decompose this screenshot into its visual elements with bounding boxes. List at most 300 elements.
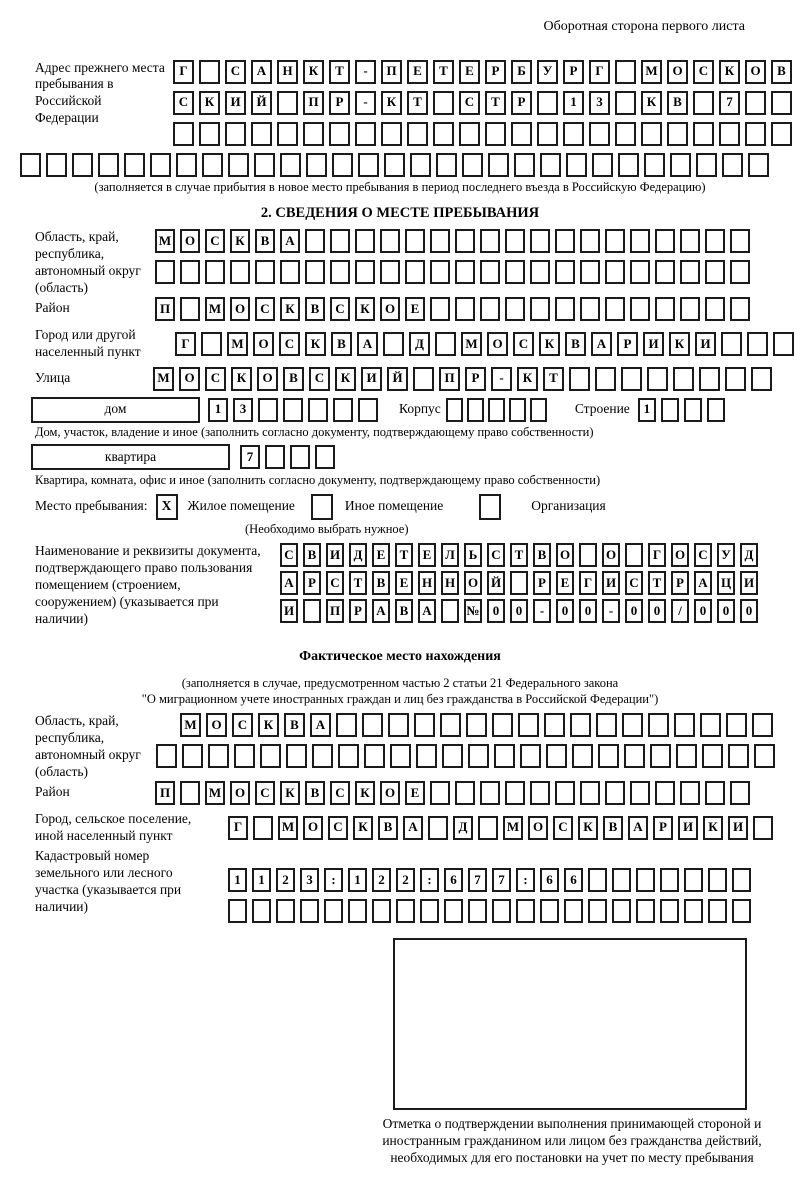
char-cell[interactable]: Т — [407, 91, 428, 115]
char-cell[interactable] — [405, 229, 425, 253]
char-cell[interactable] — [156, 744, 177, 768]
char-cell[interactable] — [579, 543, 597, 567]
char-cell[interactable]: Ц — [717, 571, 735, 595]
char-cell[interactable] — [199, 122, 220, 146]
char-cell[interactable] — [630, 297, 650, 321]
char-cell[interactable] — [459, 122, 480, 146]
char-cell[interactable] — [420, 899, 439, 923]
char-cell[interactable] — [468, 744, 489, 768]
char-cell[interactable] — [276, 899, 295, 923]
char-cell[interactable] — [546, 744, 567, 768]
char-cell[interactable] — [530, 260, 550, 284]
char-cell[interactable] — [180, 260, 200, 284]
char-cell[interactable]: 2 — [276, 868, 295, 892]
char-cell[interactable] — [390, 744, 411, 768]
char-cell[interactable] — [684, 868, 703, 892]
char-cell[interactable]: 0 — [625, 599, 643, 623]
char-cell[interactable] — [630, 260, 650, 284]
char-cell[interactable] — [485, 122, 506, 146]
char-cell[interactable]: И — [602, 571, 620, 595]
char-cell[interactable]: К — [303, 60, 324, 84]
char-cell[interactable] — [730, 260, 750, 284]
char-cell[interactable] — [707, 398, 725, 422]
char-cell[interactable] — [435, 332, 456, 356]
char-cell[interactable]: В — [284, 713, 305, 737]
char-cell[interactable] — [693, 91, 714, 115]
kvartira-box[interactable]: квартира — [31, 444, 230, 470]
char-cell[interactable]: Г — [648, 543, 666, 567]
char-cell[interactable]: Т — [349, 571, 367, 595]
char-cell[interactable] — [693, 122, 714, 146]
char-cell[interactable] — [670, 153, 691, 177]
prev-address-row-2[interactable] — [173, 91, 797, 115]
char-cell[interactable]: 0 — [510, 599, 528, 623]
char-cell[interactable] — [605, 781, 625, 805]
char-cell[interactable]: К — [669, 332, 690, 356]
char-cell[interactable] — [598, 744, 619, 768]
char-cell[interactable] — [555, 229, 575, 253]
char-cell[interactable]: О — [380, 781, 400, 805]
char-cell[interactable] — [680, 297, 700, 321]
char-cell[interactable]: Ь — [464, 543, 482, 567]
char-cell[interactable]: К — [230, 229, 250, 253]
char-cell[interactable]: К — [578, 816, 598, 840]
char-cell[interactable] — [673, 367, 694, 391]
char-cell[interactable] — [303, 599, 321, 623]
char-cell[interactable]: М — [153, 367, 174, 391]
char-cell[interactable] — [530, 229, 550, 253]
char-cell[interactable] — [732, 899, 751, 923]
char-cell[interactable]: П — [326, 599, 344, 623]
char-cell[interactable]: 0 — [487, 599, 505, 623]
char-cell[interactable] — [430, 297, 450, 321]
char-cell[interactable]: О — [667, 60, 688, 84]
char-cell[interactable]: М — [227, 332, 248, 356]
kadastr-row-1[interactable] — [228, 868, 756, 892]
char-cell[interactable]: 2 — [396, 868, 415, 892]
char-cell[interactable]: Т — [433, 60, 454, 84]
char-cell[interactable]: 3 — [233, 398, 253, 422]
char-cell[interactable] — [358, 153, 379, 177]
char-cell[interactable]: С — [225, 60, 246, 84]
char-cell[interactable] — [748, 153, 769, 177]
char-cell[interactable] — [155, 260, 175, 284]
char-cell[interactable]: Д — [409, 332, 430, 356]
char-cell[interactable] — [488, 398, 505, 422]
char-cell[interactable] — [225, 122, 246, 146]
char-cell[interactable] — [641, 122, 662, 146]
char-cell[interactable]: : — [516, 868, 535, 892]
char-cell[interactable]: С — [487, 543, 505, 567]
char-cell[interactable]: В — [771, 60, 792, 84]
char-cell[interactable]: К — [539, 332, 560, 356]
char-cell[interactable]: 6 — [540, 868, 559, 892]
char-cell[interactable] — [555, 297, 575, 321]
char-cell[interactable] — [468, 899, 487, 923]
char-cell[interactable]: 0 — [717, 599, 735, 623]
char-cell[interactable] — [605, 297, 625, 321]
char-cell[interactable] — [306, 153, 327, 177]
char-cell[interactable] — [505, 297, 525, 321]
char-cell[interactable]: А — [310, 713, 331, 737]
char-cell[interactable] — [630, 229, 650, 253]
char-cell[interactable] — [563, 122, 584, 146]
stay-ulitsa-row[interactable] — [153, 367, 777, 391]
char-cell[interactable]: Р — [465, 367, 486, 391]
char-cell[interactable] — [446, 398, 463, 422]
char-cell[interactable]: / — [671, 599, 689, 623]
char-cell[interactable]: Б — [511, 60, 532, 84]
char-cell[interactable] — [702, 744, 723, 768]
char-cell[interactable]: И — [643, 332, 664, 356]
stroenie-cells[interactable] — [638, 398, 730, 422]
char-cell[interactable] — [520, 744, 541, 768]
char-cell[interactable] — [596, 713, 617, 737]
char-cell[interactable] — [480, 781, 500, 805]
char-cell[interactable] — [510, 571, 528, 595]
char-cell[interactable] — [516, 899, 535, 923]
char-cell[interactable] — [355, 229, 375, 253]
char-cell[interactable]: Р — [485, 60, 506, 84]
char-cell[interactable] — [234, 744, 255, 768]
char-cell[interactable] — [440, 713, 461, 737]
char-cell[interactable]: И — [361, 367, 382, 391]
char-cell[interactable] — [355, 122, 376, 146]
char-cell[interactable] — [680, 781, 700, 805]
char-cell[interactable] — [332, 153, 353, 177]
char-cell[interactable]: А — [628, 816, 648, 840]
char-cell[interactable] — [462, 153, 483, 177]
char-cell[interactable] — [773, 332, 794, 356]
char-cell[interactable]: Р — [617, 332, 638, 356]
char-cell[interactable] — [621, 367, 642, 391]
char-cell[interactable]: О — [464, 571, 482, 595]
char-cell[interactable]: Р — [329, 91, 350, 115]
char-cell[interactable]: О — [180, 229, 200, 253]
char-cell[interactable] — [708, 868, 727, 892]
char-cell[interactable]: К — [305, 332, 326, 356]
char-cell[interactable] — [324, 899, 343, 923]
stay-oblast-row-1[interactable] — [155, 229, 755, 253]
char-cell[interactable] — [592, 153, 613, 177]
char-cell[interactable] — [580, 229, 600, 253]
char-cell[interactable]: У — [717, 543, 735, 567]
char-cell[interactable] — [730, 229, 750, 253]
actual-raion-row[interactable] — [155, 781, 755, 805]
char-cell[interactable]: Д — [349, 543, 367, 567]
kvartira-cells[interactable] — [240, 445, 340, 469]
zhiloe-checkbox[interactable]: X — [156, 494, 178, 520]
char-cell[interactable] — [655, 297, 675, 321]
char-cell[interactable] — [537, 91, 558, 115]
char-cell[interactable]: И — [728, 816, 748, 840]
char-cell[interactable]: М — [503, 816, 523, 840]
char-cell[interactable]: Р — [511, 91, 532, 115]
char-cell[interactable]: К — [280, 781, 300, 805]
char-cell[interactable]: Т — [329, 60, 350, 84]
char-cell[interactable]: С — [330, 297, 350, 321]
char-cell[interactable]: Т — [648, 571, 666, 595]
char-cell[interactable]: М — [205, 297, 225, 321]
char-cell[interactable]: Р — [563, 60, 584, 84]
char-cell[interactable] — [442, 744, 463, 768]
actual-gorod-row[interactable] — [228, 816, 778, 840]
char-cell[interactable] — [150, 153, 171, 177]
char-cell[interactable] — [180, 781, 200, 805]
char-cell[interactable] — [333, 398, 353, 422]
char-cell[interactable] — [72, 153, 93, 177]
char-cell[interactable]: С — [328, 816, 348, 840]
char-cell[interactable] — [251, 122, 272, 146]
char-cell[interactable]: 7 — [719, 91, 740, 115]
char-cell[interactable]: О — [487, 332, 508, 356]
char-cell[interactable]: А — [403, 816, 423, 840]
char-cell[interactable]: В — [305, 297, 325, 321]
char-cell[interactable] — [705, 781, 725, 805]
char-cell[interactable] — [205, 260, 225, 284]
char-cell[interactable] — [722, 153, 743, 177]
stay-gorod-row[interactable] — [175, 332, 799, 356]
char-cell[interactable] — [684, 899, 703, 923]
char-cell[interactable] — [312, 744, 333, 768]
char-cell[interactable]: В — [303, 543, 321, 567]
char-cell[interactable]: О — [671, 543, 689, 567]
char-cell[interactable]: В — [533, 543, 551, 567]
char-cell[interactable]: Е — [395, 571, 413, 595]
char-cell[interactable] — [478, 816, 498, 840]
char-cell[interactable] — [705, 297, 725, 321]
char-cell[interactable] — [580, 297, 600, 321]
char-cell[interactable] — [202, 153, 223, 177]
char-cell[interactable] — [20, 153, 41, 177]
char-cell[interactable] — [286, 744, 307, 768]
char-cell[interactable]: : — [420, 868, 439, 892]
char-cell[interactable]: В — [395, 599, 413, 623]
char-cell[interactable] — [336, 713, 357, 737]
char-cell[interactable] — [330, 229, 350, 253]
char-cell[interactable] — [430, 260, 450, 284]
char-cell[interactable]: О — [230, 781, 250, 805]
char-cell[interactable] — [700, 713, 721, 737]
char-cell[interactable] — [730, 781, 750, 805]
char-cell[interactable]: О — [230, 297, 250, 321]
char-cell[interactable] — [708, 899, 727, 923]
char-cell[interactable]: С — [205, 229, 225, 253]
char-cell[interactable]: У — [537, 60, 558, 84]
char-cell[interactable]: С — [513, 332, 534, 356]
char-cell[interactable]: М — [155, 229, 175, 253]
char-cell[interactable] — [699, 367, 720, 391]
char-cell[interactable]: П — [155, 781, 175, 805]
char-cell[interactable] — [569, 367, 590, 391]
char-cell[interactable]: Н — [277, 60, 298, 84]
char-cell[interactable]: С — [173, 91, 194, 115]
char-cell[interactable]: - — [533, 599, 551, 623]
char-cell[interactable] — [589, 122, 610, 146]
korpus-cells[interactable] — [446, 398, 551, 422]
char-cell[interactable] — [280, 153, 301, 177]
char-cell[interactable]: С — [232, 713, 253, 737]
char-cell[interactable] — [622, 713, 643, 737]
char-cell[interactable] — [258, 398, 278, 422]
char-cell[interactable]: Й — [251, 91, 272, 115]
char-cell[interactable]: О — [179, 367, 200, 391]
char-cell[interactable] — [199, 60, 220, 84]
char-cell[interactable] — [509, 398, 526, 422]
char-cell[interactable] — [308, 398, 328, 422]
char-cell[interactable]: В — [255, 229, 275, 253]
char-cell[interactable] — [655, 781, 675, 805]
char-cell[interactable]: М — [641, 60, 662, 84]
char-cell[interactable]: 0 — [648, 599, 666, 623]
char-cell[interactable] — [208, 744, 229, 768]
char-cell[interactable]: Н — [418, 571, 436, 595]
char-cell[interactable] — [555, 260, 575, 284]
char-cell[interactable] — [380, 260, 400, 284]
char-cell[interactable] — [624, 744, 645, 768]
char-cell[interactable] — [381, 122, 402, 146]
char-cell[interactable] — [751, 367, 772, 391]
char-cell[interactable]: К — [355, 297, 375, 321]
char-cell[interactable]: О — [253, 332, 274, 356]
char-cell[interactable] — [615, 60, 636, 84]
char-cell[interactable] — [260, 744, 281, 768]
char-cell[interactable]: И — [678, 816, 698, 840]
char-cell[interactable]: С — [553, 816, 573, 840]
char-cell[interactable]: С — [693, 60, 714, 84]
char-cell[interactable] — [674, 713, 695, 737]
char-cell[interactable] — [410, 153, 431, 177]
char-cell[interactable] — [752, 713, 773, 737]
char-cell[interactable] — [518, 713, 539, 737]
char-cell[interactable] — [530, 297, 550, 321]
char-cell[interactable]: : — [324, 868, 343, 892]
char-cell[interactable] — [650, 744, 671, 768]
char-cell[interactable]: П — [303, 91, 324, 115]
char-cell[interactable] — [732, 868, 751, 892]
char-cell[interactable] — [315, 445, 335, 469]
char-cell[interactable]: П — [439, 367, 460, 391]
char-cell[interactable] — [647, 367, 668, 391]
char-cell[interactable] — [667, 122, 688, 146]
char-cell[interactable] — [255, 260, 275, 284]
char-cell[interactable] — [655, 260, 675, 284]
char-cell[interactable]: Й — [487, 571, 505, 595]
char-cell[interactable] — [753, 816, 773, 840]
char-cell[interactable]: Е — [372, 543, 390, 567]
char-cell[interactable]: Г — [175, 332, 196, 356]
char-cell[interactable]: К — [231, 367, 252, 391]
char-cell[interactable] — [405, 260, 425, 284]
char-cell[interactable]: В — [283, 367, 304, 391]
char-cell[interactable] — [605, 260, 625, 284]
char-cell[interactable]: С — [255, 297, 275, 321]
char-cell[interactable] — [544, 713, 565, 737]
char-cell[interactable]: И — [326, 543, 344, 567]
char-cell[interactable]: К — [258, 713, 279, 737]
char-cell[interactable] — [444, 899, 463, 923]
char-cell[interactable] — [605, 229, 625, 253]
char-cell[interactable]: 6 — [564, 868, 583, 892]
char-cell[interactable]: Т — [485, 91, 506, 115]
char-cell[interactable]: О — [257, 367, 278, 391]
char-cell[interactable] — [254, 153, 275, 177]
char-cell[interactable]: В — [603, 816, 623, 840]
char-cell[interactable] — [305, 260, 325, 284]
char-cell[interactable]: В — [372, 571, 390, 595]
char-cell[interactable] — [283, 398, 303, 422]
char-cell[interactable] — [277, 122, 298, 146]
char-cell[interactable] — [441, 599, 459, 623]
char-cell[interactable]: М — [205, 781, 225, 805]
char-cell[interactable] — [580, 781, 600, 805]
char-cell[interactable]: С — [205, 367, 226, 391]
char-cell[interactable] — [588, 868, 607, 892]
prev-address-row-full[interactable] — [20, 153, 800, 177]
doc-row-2[interactable] — [280, 571, 763, 595]
char-cell[interactable] — [505, 229, 525, 253]
char-cell[interactable] — [771, 122, 792, 146]
char-cell[interactable]: - — [602, 599, 620, 623]
char-cell[interactable] — [182, 744, 203, 768]
char-cell[interactable]: Е — [405, 781, 425, 805]
char-cell[interactable] — [660, 868, 679, 892]
char-cell[interactable] — [430, 781, 450, 805]
char-cell[interactable] — [480, 260, 500, 284]
char-cell[interactable]: Г — [228, 816, 248, 840]
char-cell[interactable]: С — [279, 332, 300, 356]
char-cell[interactable]: О — [303, 816, 323, 840]
prev-address-row-3[interactable] — [173, 122, 797, 146]
char-cell[interactable]: Е — [459, 60, 480, 84]
char-cell[interactable] — [413, 367, 434, 391]
char-cell[interactable] — [46, 153, 67, 177]
char-cell[interactable] — [433, 122, 454, 146]
char-cell[interactable]: Й — [387, 367, 408, 391]
char-cell[interactable] — [680, 229, 700, 253]
char-cell[interactable]: Р — [303, 571, 321, 595]
char-cell[interactable]: И — [695, 332, 716, 356]
char-cell[interactable]: 1 — [348, 868, 367, 892]
char-cell[interactable]: В — [378, 816, 398, 840]
char-cell[interactable]: А — [280, 571, 298, 595]
char-cell[interactable] — [290, 445, 310, 469]
doc-row-1[interactable] — [280, 543, 763, 567]
char-cell[interactable] — [684, 398, 702, 422]
char-cell[interactable] — [514, 153, 535, 177]
char-cell[interactable] — [721, 332, 742, 356]
char-cell[interactable]: 1 — [638, 398, 656, 422]
char-cell[interactable]: 6 — [444, 868, 463, 892]
org-checkbox[interactable] — [479, 494, 501, 520]
char-cell[interactable] — [747, 332, 768, 356]
char-cell[interactable]: О — [528, 816, 548, 840]
char-cell[interactable] — [705, 260, 725, 284]
char-cell[interactable] — [488, 153, 509, 177]
char-cell[interactable]: К — [335, 367, 356, 391]
char-cell[interactable]: Т — [543, 367, 564, 391]
char-cell[interactable] — [280, 260, 300, 284]
char-cell[interactable] — [329, 122, 350, 146]
char-cell[interactable]: Е — [418, 543, 436, 567]
char-cell[interactable]: В — [667, 91, 688, 115]
char-cell[interactable] — [173, 122, 194, 146]
stay-raion-row[interactable] — [155, 297, 755, 321]
char-cell[interactable]: Л — [441, 543, 459, 567]
char-cell[interactable] — [680, 260, 700, 284]
char-cell[interactable] — [530, 781, 550, 805]
actual-oblast-row-2[interactable] — [156, 744, 780, 768]
